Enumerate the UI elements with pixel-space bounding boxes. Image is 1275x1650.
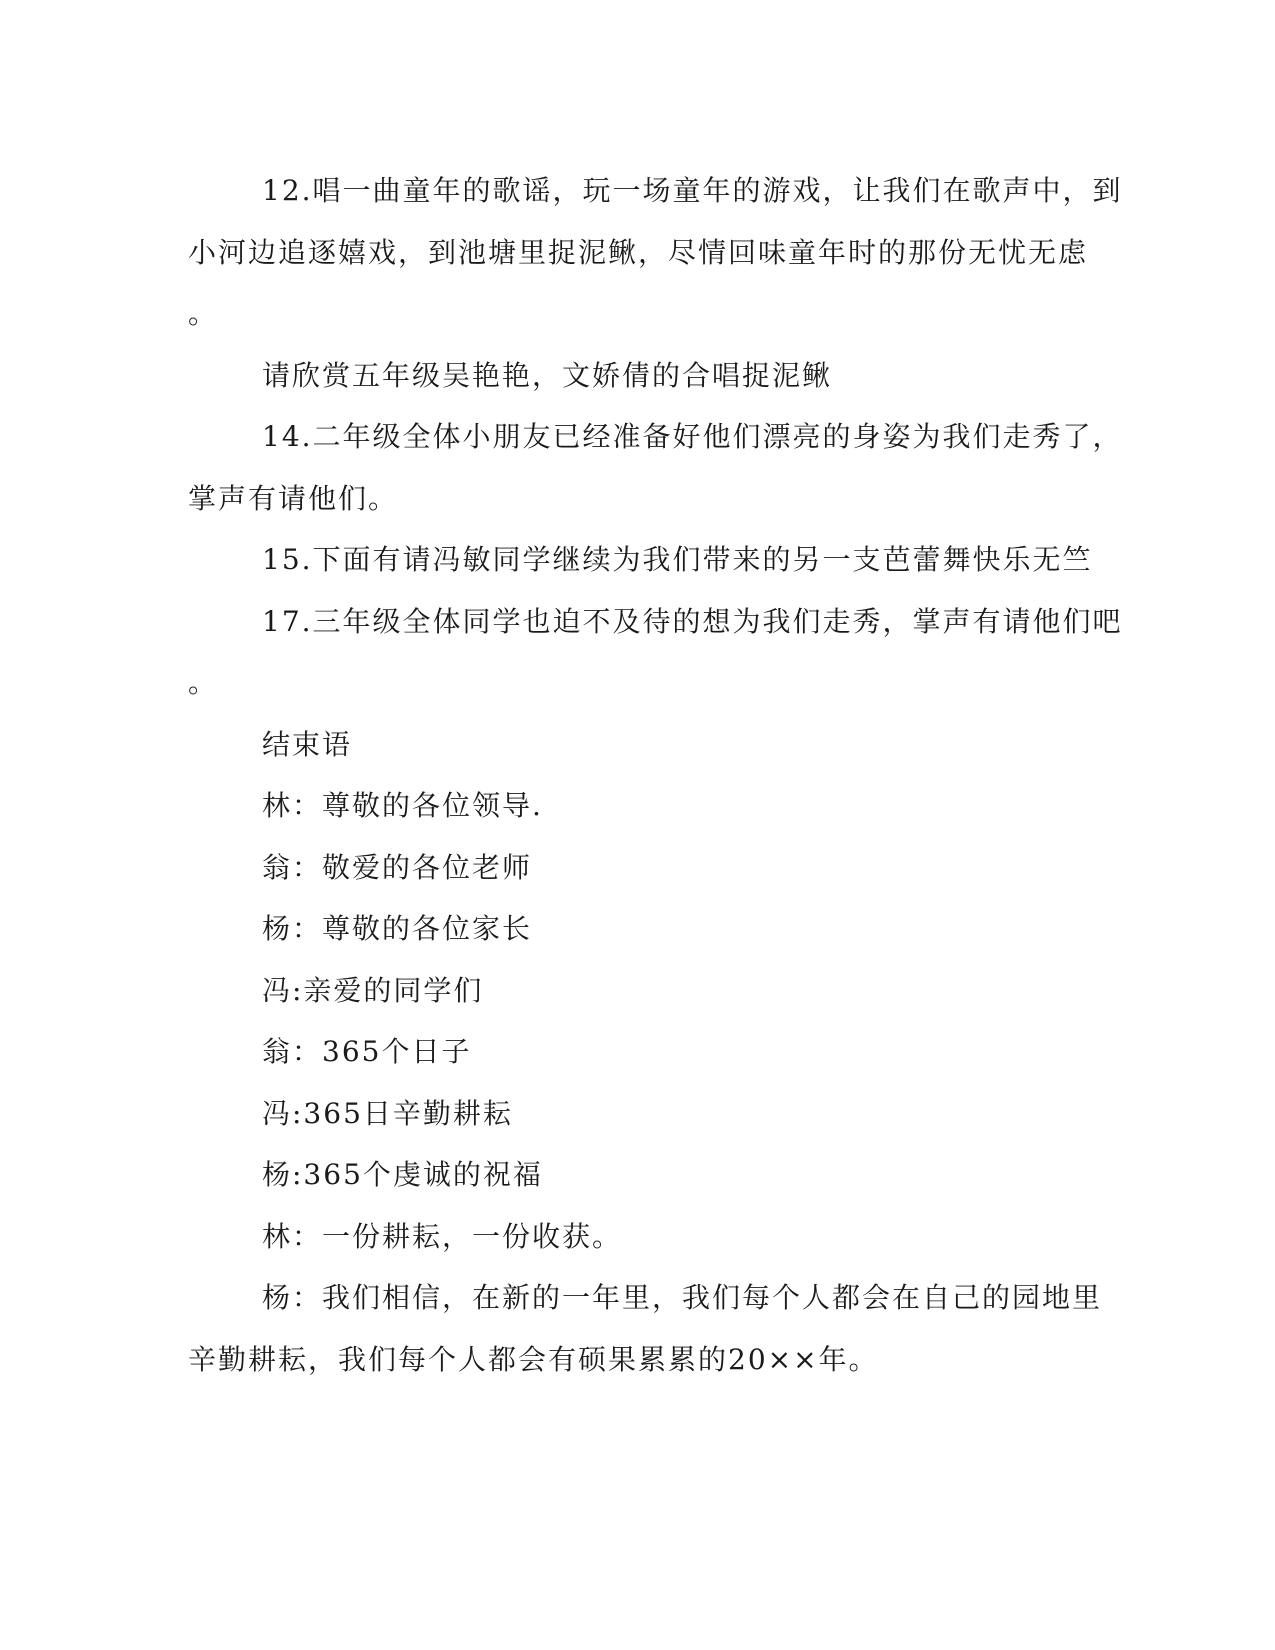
dialogue-line xyxy=(188,1206,1088,1268)
paragraph-item-14 xyxy=(188,406,1123,529)
text-line: 杨：我们相信，在新的一年里，我们每个人都会在自己的园地里 xyxy=(262,1281,1103,1314)
text-line: 小河边追逐嬉戏，到池塘里捉泥鳅，尽情回味童年时的那份无忧无虑 xyxy=(188,235,1089,269)
paragraph-performance-intro xyxy=(188,345,1088,407)
text-line: 翁：敬爱的各位老师 xyxy=(262,850,533,884)
dialogue-line xyxy=(188,775,1088,837)
dialogue-line xyxy=(188,1144,1088,1206)
dialogue-line xyxy=(188,1267,1103,1390)
text-line: 冯:亲爱的同学们 xyxy=(262,973,484,1007)
paragraph-item-17 xyxy=(188,591,1123,714)
text-line: 。 xyxy=(188,297,219,330)
dialogue-line xyxy=(188,960,1088,1022)
paragraph-item-12 xyxy=(188,160,1123,345)
document-body xyxy=(188,160,1123,1390)
text-line: 林：尊敬的各位领导. xyxy=(262,789,543,822)
section-heading-closing xyxy=(188,714,1088,776)
text-line: 。 xyxy=(188,666,219,699)
text-line: 翁：365个日子 xyxy=(262,1035,472,1068)
dialogue-line xyxy=(188,837,1088,899)
dialogue-line xyxy=(188,1083,1088,1145)
text-line: 掌声有请他们。 xyxy=(188,481,399,515)
text-line: 14.二年级全体小朋友已经准备好他们漂亮的身姿为我们走秀了， xyxy=(262,420,1123,453)
text-line: 杨：尊敬的各位家长 xyxy=(262,912,533,945)
text-line: 请欣赏五年级吴艳艳，文娇倩的合唱捉泥鳅 xyxy=(262,358,833,392)
paragraph-item-15 xyxy=(188,529,1093,591)
text-line: 冯:365日辛勤耕耘 xyxy=(262,1096,513,1130)
text-line: 12.唱一曲童年的歌谣，玩一场童年的游戏，让我们在歌声中，到 xyxy=(262,174,1123,207)
text-line: 杨:365个虔诚的祝福 xyxy=(262,1158,543,1191)
text-line: 林：一份耕耘，一份收获。 xyxy=(262,1219,623,1253)
text-line: 17.三年级全体同学也迫不及待的想为我们走秀，掌声有请他们吧 xyxy=(262,604,1123,638)
text-line: 15.下面有请冯敏同学继续为我们带来的另一支芭蕾舞快乐无竺 xyxy=(262,543,1093,576)
dialogue-line xyxy=(188,1021,1088,1083)
text-line: 结束语 xyxy=(262,727,353,761)
text-line: 辛勤耕耘，我们每个人都会有硕果累累的20××年。 xyxy=(188,1342,879,1376)
dialogue-line xyxy=(188,898,1088,960)
